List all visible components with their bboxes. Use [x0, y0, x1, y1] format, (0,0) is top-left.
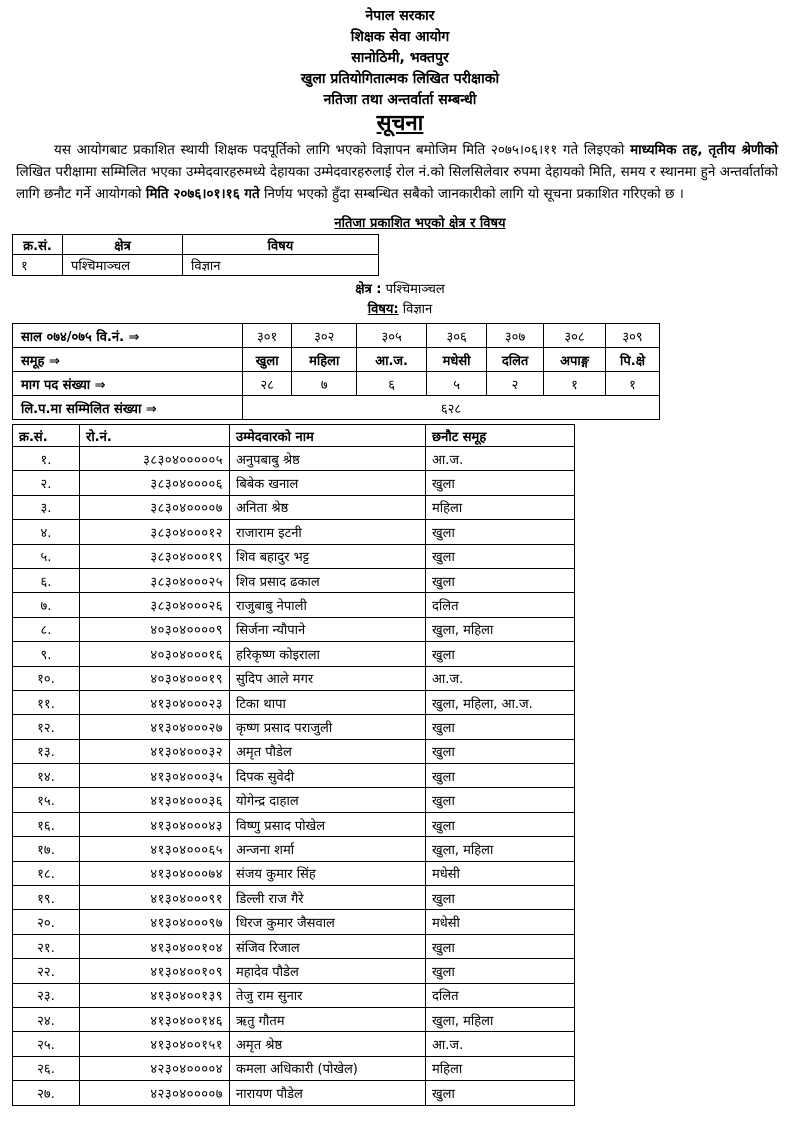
results-header-sn: क्र.सं.	[13, 425, 80, 447]
section-title: नतिजा प्रकाशित भएको क्षेत्र र विषय	[334, 216, 506, 231]
posts-cell: २८	[243, 372, 292, 396]
result-roll-number: ४१३०४०००९१	[80, 886, 230, 910]
result-selected-group: खुला, महिला	[426, 837, 575, 861]
area-cell-sn: १	[13, 255, 63, 276]
result-selected-group: खुला	[426, 642, 575, 666]
vacancy-label-posts: माग पद संख्या ⇒	[13, 372, 243, 396]
result-sn: २.	[13, 471, 80, 495]
result-candidate-name: सुदिप आले मगर	[230, 666, 426, 690]
result-selected-group: खुला	[426, 568, 575, 592]
ad-number-cell: ३०१	[243, 324, 292, 348]
table-row	[13, 495, 575, 519]
result-sn: २२.	[13, 959, 80, 983]
result-selected-group: दलित	[426, 983, 575, 1007]
result-selected-group: आ.ज.	[426, 1032, 575, 1056]
participants-cell: ६२८	[243, 396, 660, 420]
table-row	[13, 568, 575, 592]
posts-cell: ६	[357, 372, 427, 396]
table-row	[13, 447, 575, 471]
result-candidate-name: अमृत पौडेल	[230, 739, 426, 763]
area-label	[0, 280, 800, 300]
paragraph-bold-level: माध्यमिक तह, तृतीय श्रेणीको	[630, 142, 779, 158]
result-sn: ९.	[13, 642, 80, 666]
result-candidate-name: विष्णु प्रसाद पोखेल	[230, 812, 426, 836]
result-candidate-name: शिव बहादुर भट्ट	[230, 544, 426, 568]
result-sn: १९.	[13, 886, 80, 910]
table-row	[13, 812, 575, 836]
table-row	[13, 837, 575, 861]
table-row	[13, 934, 575, 958]
result-selected-group: खुला, महिला, आ.ज.	[426, 690, 575, 714]
area-label-value: पश्चिमाञ्चल	[381, 282, 445, 297]
result-roll-number: ३८३०४०००२५	[80, 568, 230, 592]
area-header-area: क्षेत्र	[63, 235, 183, 255]
result-candidate-name: बिबेक खनाल	[230, 471, 426, 495]
result-roll-number: ४०३०४०००१९	[80, 666, 230, 690]
result-candidate-name: अनुपबाबु श्रेष्ठ	[230, 447, 426, 471]
result-roll-number: ४१३०४०००२७	[80, 715, 230, 739]
table-row	[13, 1007, 575, 1031]
result-sn: १३.	[13, 739, 80, 763]
group-cell: महिला	[292, 348, 357, 372]
result-candidate-name: कृष्ण प्रसाद पराजुली	[230, 715, 426, 739]
notice-title: सूचना	[376, 111, 424, 136]
group-cell: मधेसी	[427, 348, 487, 372]
result-sn: २३.	[13, 983, 80, 1007]
table-row	[13, 983, 575, 1007]
result-selected-group: खुला	[426, 715, 575, 739]
area-header-subject: विषय	[183, 235, 379, 255]
result-roll-number: ४१३०४०००६५	[80, 837, 230, 861]
result-sn: ३.	[13, 495, 80, 519]
result-roll-number: ४२३०४००००४	[80, 1056, 230, 1080]
table-row	[13, 1081, 575, 1105]
result-candidate-name: हरिकृष्ण कोइराला	[230, 642, 426, 666]
ad-number-cell: ३०६	[427, 324, 487, 348]
result-roll-number: ३८३०४०००२६	[80, 593, 230, 617]
header-line-commission: शिक्षक सेवा आयोग	[350, 29, 450, 45]
result-roll-number: ३८३०४०००१२	[80, 520, 230, 544]
posts-cell: १	[544, 372, 606, 396]
table-row	[13, 642, 575, 666]
ad-number-cell: ३०९	[606, 324, 660, 348]
results-header-name: उम्मेदवारको नाम	[230, 425, 426, 447]
group-cell: अपाङ्ग	[544, 348, 606, 372]
result-sn: ५.	[13, 544, 80, 568]
results-header-roll: रो.नं.	[80, 425, 230, 447]
result-candidate-name: धिरज कुमार जैसवाल	[230, 910, 426, 934]
result-candidate-name: अनिता श्रेष्ठ	[230, 495, 426, 519]
group-cell: खुला	[243, 348, 292, 372]
table-row	[13, 1032, 575, 1056]
result-candidate-name: राजुबाबु नेपाली	[230, 593, 426, 617]
result-roll-number: ४१३०४०००९७	[80, 910, 230, 934]
posts-cell: ७	[292, 372, 357, 396]
header-line-exam: खुला प्रतियोगितात्मक लिखित परीक्षाको	[300, 71, 500, 87]
result-sn: ४.	[13, 520, 80, 544]
table-row	[13, 959, 575, 983]
table-row	[13, 544, 575, 568]
result-candidate-name: नारायण पौडेल	[230, 1081, 426, 1105]
result-roll-number: ३८३०४०००१९	[80, 544, 230, 568]
header-line-subject: नतिजा तथा अन्तर्वार्ता सम्बन्धी	[323, 92, 477, 108]
result-roll-number: ४०३०४००००९	[80, 617, 230, 641]
result-candidate-name: तेजु राम सुनार	[230, 983, 426, 1007]
result-candidate-name: अमृत श्रेष्ठ	[230, 1032, 426, 1056]
result-sn: १४.	[13, 764, 80, 788]
result-selected-group: खुला	[426, 544, 575, 568]
vacancy-row-ad-numbers	[13, 324, 660, 348]
result-sn: २७.	[13, 1081, 80, 1105]
paragraph-part-3: निर्णय भएको हुँदा सम्बन्धित सबैको जानकारीको लागि यो सूचना प्रकाशित गरिएको छ ।	[259, 186, 684, 202]
result-sn: ११.	[13, 690, 80, 714]
ad-number-cell: ३०५	[357, 324, 427, 348]
result-roll-number: ४१३०४००१५१	[80, 1032, 230, 1056]
result-sn: २५.	[13, 1032, 80, 1056]
result-selected-group: महिला	[426, 495, 575, 519]
result-sn: १७.	[13, 837, 80, 861]
posts-cell: २	[487, 372, 544, 396]
result-selected-group: खुला	[426, 739, 575, 763]
table-row	[13, 666, 575, 690]
result-selected-group: मधेसी	[426, 861, 575, 885]
area-table-row	[13, 255, 379, 276]
results-body	[13, 447, 575, 1106]
table-row	[13, 910, 575, 934]
result-roll-number: ४१३०४००१०४	[80, 934, 230, 958]
result-sn: १६.	[13, 812, 80, 836]
vacancy-row-participants	[13, 396, 660, 420]
result-sn: २१.	[13, 934, 80, 958]
result-roll-number: ४१३०४००१०९	[80, 959, 230, 983]
result-sn: १५.	[13, 788, 80, 812]
result-candidate-name: योगेन्द्र दाहाल	[230, 788, 426, 812]
ad-number-cell: ३०८	[544, 324, 606, 348]
area-subject-table	[12, 234, 379, 276]
result-selected-group: दलित	[426, 593, 575, 617]
vacancy-row-posts	[13, 372, 660, 396]
result-selected-group: खुला	[426, 886, 575, 910]
table-row	[13, 520, 575, 544]
result-selected-group: खुला, महिला	[426, 617, 575, 641]
posts-cell: १	[606, 372, 660, 396]
header-line-government: नेपाल सरकार	[365, 8, 435, 24]
table-row	[13, 593, 575, 617]
result-roll-number: ४१३०४०००२३	[80, 690, 230, 714]
result-roll-number: ४१३०४०००४३	[80, 812, 230, 836]
result-roll-number: ४१३०४०००७४	[80, 861, 230, 885]
result-candidate-name: महादेव पौडेल	[230, 959, 426, 983]
result-candidate-name: सिर्जना न्यौपाने	[230, 617, 426, 641]
result-selected-group: खुला	[426, 1081, 575, 1105]
result-roll-number: ३८३०४०००००५	[80, 447, 230, 471]
area-table-header-row	[13, 235, 379, 255]
result-sn: ७.	[13, 593, 80, 617]
result-selected-group: खुला	[426, 812, 575, 836]
notice-paragraph	[16, 139, 778, 205]
result-roll-number: ४२३०४००००७	[80, 1081, 230, 1105]
result-candidate-name: अन्जना शर्मा	[230, 837, 426, 861]
result-selected-group: आ.ज.	[426, 447, 575, 471]
result-selected-group: आ.ज.	[426, 666, 575, 690]
subject-label-value: विज्ञान	[398, 302, 433, 317]
result-roll-number: ४१३०४००१४६	[80, 1007, 230, 1031]
vacancy-table	[12, 323, 660, 420]
table-row	[13, 690, 575, 714]
ad-number-cell: ३०७	[487, 324, 544, 348]
table-row	[13, 788, 575, 812]
table-row	[13, 861, 575, 885]
result-sn: ६.	[13, 568, 80, 592]
result-candidate-name: संजिव रिजाल	[230, 934, 426, 958]
result-roll-number: ४१३०४०००३५	[80, 764, 230, 788]
area-header-sn: क्र.सं.	[13, 235, 63, 255]
result-selected-group: महिला	[426, 1056, 575, 1080]
subject-label-key: विषय:	[367, 302, 399, 317]
table-row	[13, 715, 575, 739]
results-header-group: छनौट समूह	[426, 425, 575, 447]
result-sn: २६.	[13, 1056, 80, 1080]
vacancy-label-group: समूह ⇒	[13, 348, 243, 372]
result-candidate-name: दिपक सुवेदी	[230, 764, 426, 788]
result-sn: १२.	[13, 715, 80, 739]
table-row	[13, 886, 575, 910]
result-candidate-name: टिका थापा	[230, 690, 426, 714]
result-roll-number: ४१३०४००१३९	[80, 983, 230, 1007]
area-label-key: क्षेत्र :	[355, 282, 382, 297]
table-row	[13, 471, 575, 495]
posts-cell: ५	[427, 372, 487, 396]
table-row	[13, 764, 575, 788]
vacancy-row-groups	[13, 348, 660, 372]
result-selected-group: खुला	[426, 471, 575, 495]
document-header	[0, 0, 800, 111]
result-selected-group: खुला	[426, 959, 575, 983]
result-candidate-name: डिल्ली राज गैरे	[230, 886, 426, 910]
result-selected-group: खुला	[426, 934, 575, 958]
table-row	[13, 739, 575, 763]
result-sn: १.	[13, 447, 80, 471]
paragraph-part-1: यस आयोगबाट प्रकाशित स्थायी शिक्षक पदपूर्तिको लागि भएको विज्ञापन बमोजिम मिति २०७५।०६।११ गते लिइएको	[54, 142, 631, 158]
result-selected-group: खुला	[426, 788, 575, 812]
table-row	[13, 617, 575, 641]
header-line-address: सानोठिमी, भक्तपुर	[351, 50, 449, 66]
result-sn: १८.	[13, 861, 80, 885]
result-selected-group: खुला	[426, 520, 575, 544]
paragraph-part-2: लिखित परीक्षामा सम्मिलित भएका उम्मेदवारहरुमध्ये देहायका उम्मेदवारहरुलाई रोल नं.को सिलसिलेवार रुपमा देहायको मिति, समय र स्थानमा हुने अन्तर्वार्ताको लागि छनौट गर्ने आयोगको	[16, 164, 778, 202]
result-roll-number: ३८३०४००००७	[80, 495, 230, 519]
paragraph-bold-date: मिति २०७६।०१।१६ गते	[145, 186, 260, 202]
result-candidate-name: कमला अधिकारी (पोखेल)	[230, 1056, 426, 1080]
vacancy-label-participants: लि.प.मा सम्मिलित संख्या ⇒	[13, 396, 243, 420]
results-header-row	[13, 425, 575, 447]
result-candidate-name: राजाराम इटनी	[230, 520, 426, 544]
result-candidate-name: ऋतु गौतम	[230, 1007, 426, 1031]
result-sn: ८.	[13, 617, 80, 641]
result-selected-group: खुला, महिला	[426, 1007, 575, 1031]
ad-number-cell: ३०२	[292, 324, 357, 348]
result-selected-group: खुला	[426, 764, 575, 788]
subject-label	[0, 300, 800, 320]
result-candidate-name: संजय कुमार सिंह	[230, 861, 426, 885]
result-candidate-name: शिव प्रसाद ढकाल	[230, 568, 426, 592]
group-cell: आ.ज.	[357, 348, 427, 372]
result-sn: १०.	[13, 666, 80, 690]
area-cell-area: पश्चिमाञ्चल	[63, 255, 183, 276]
result-roll-number: ४१३०४०००३२	[80, 739, 230, 763]
result-roll-number: ३८३०४००००६	[80, 471, 230, 495]
result-selected-group: मधेसी	[426, 910, 575, 934]
group-cell: दलित	[487, 348, 544, 372]
result-sn: २०.	[13, 910, 80, 934]
result-sn: २४.	[13, 1007, 80, 1031]
results-table	[12, 424, 575, 1106]
result-roll-number: ४०३०४०००१६	[80, 642, 230, 666]
area-cell-subject: विज्ञान	[183, 255, 379, 276]
table-row	[13, 1056, 575, 1080]
vacancy-label-year: साल ०७४/०७५ वि.नं. ⇒	[13, 324, 243, 348]
group-cell: पि.क्षे	[606, 348, 660, 372]
result-roll-number: ४१३०४०००३६	[80, 788, 230, 812]
